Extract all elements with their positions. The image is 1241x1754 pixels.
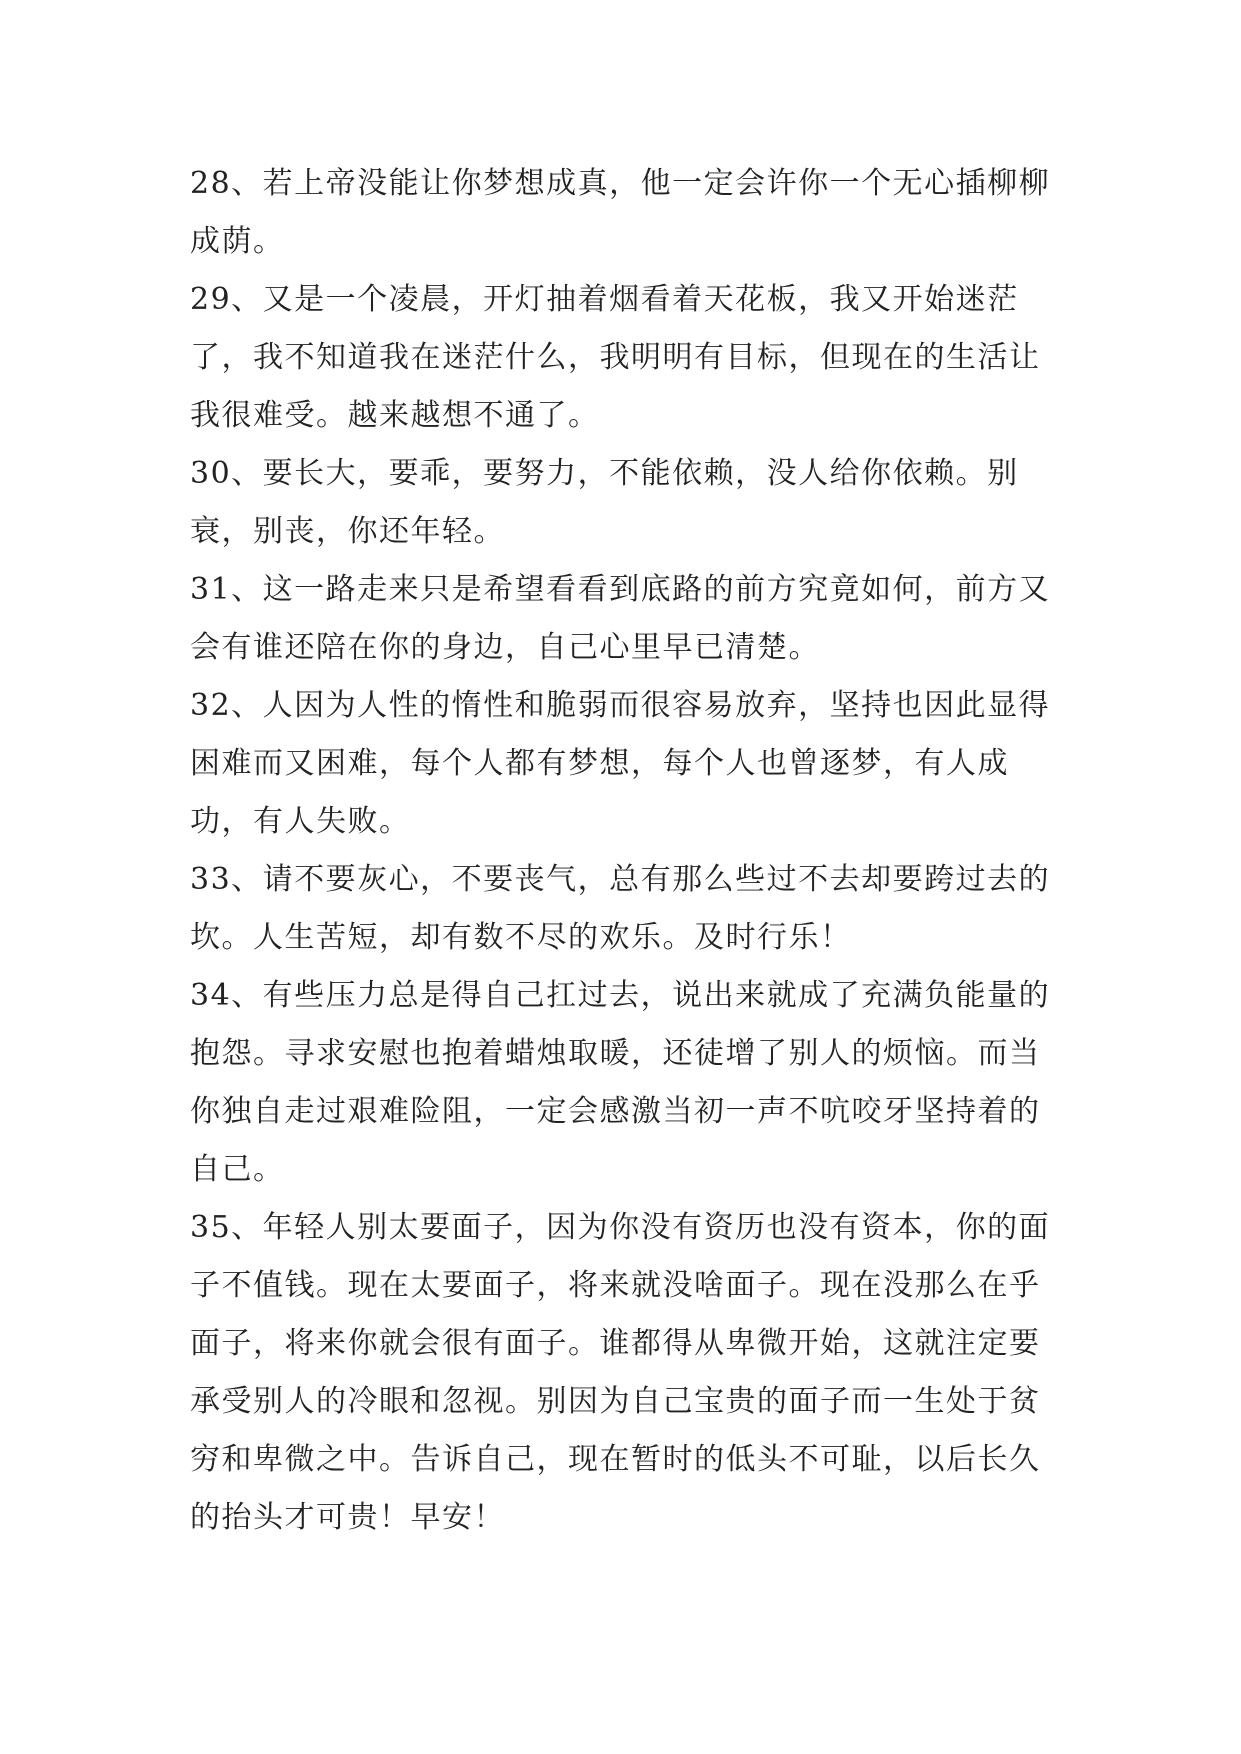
paragraph-34: 34、有些压力总是得自己扛过去，说出来就成了充满负能量的抱怨。寻求安慰也抱着蜡烛取暖，还徒增了别人的烦恼。而当你独自走过艰难险阻，一定会感激当初一声不吭咬牙坚持着的自己。 xyxy=(190,978,1051,1187)
paragraph-28: 28、若上帝没能让你梦想成真，他一定会许你一个无心插柳柳成荫。 xyxy=(190,166,1051,259)
paragraph-32: 32、人因为人性的惰性和脆弱而很容易放弃，坚持也因此显得困难而又困难，每个人都有梦想，每个人也曾逐梦，有人成功，有人失败。 xyxy=(190,688,1051,839)
paragraph-35: 35、年轻人别太要面子，因为你没有资历也没有资本，你的面子不值钱。现在太要面子，将来就没啥面子。现在没那么在乎面子，将来你就会很有面子。谁都得从卑微开始，这就注定要承受别人的冷眼和忽视。别因为自己宝贵的面子而一生处于贫穷和卑微之中。告诉自己，现在暂时的低头不可耻，以后长久的抬头才可贵！早安！ xyxy=(190,1210,1051,1535)
paragraph-31: 31、这一路走来只是希望看看到底路的前方究竟如何，前方又会有谁还陪在你的身边，自己心里早已清楚。 xyxy=(190,572,1051,665)
paragraph-29: 29、又是一个凌晨，开灯抽着烟看着天花板，我又开始迷茫了，我不知道我在迷茫什么，我明明有目标，但现在的生活让我很难受。越来越想不通了。 xyxy=(190,282,1041,433)
paragraph-33: 33、请不要灰心，不要丧气，总有那么些过不去却要跨过去的坎。人生苦短，却有数不尽的欢乐。及时行乐！ xyxy=(190,862,1051,955)
paragraph-30: 30、要长大，要乖，要努力，不能依赖，没人给你依赖。别衰，别丧，你还年轻。 xyxy=(190,456,1019,549)
document-body xyxy=(190,155,1070,1547)
